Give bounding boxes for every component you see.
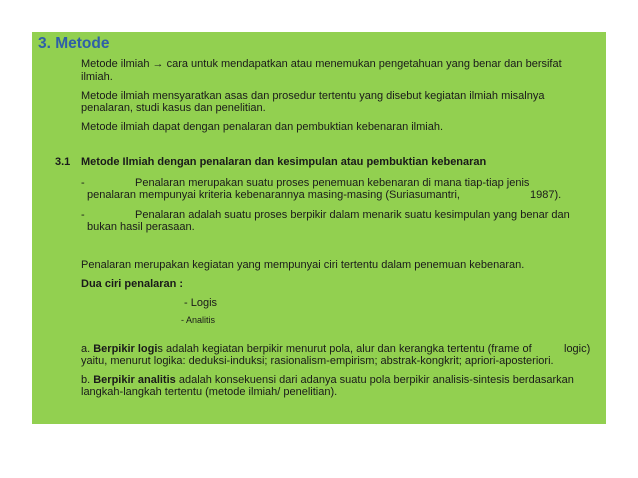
point-a-line-1-end: logic) bbox=[564, 343, 591, 355]
section-heading: Metode Ilmiah dengan penalaran dan kesimpulan atau pembuktian kebenaran bbox=[81, 156, 487, 168]
point-b-line-2: langkah-langkah tertentu (metode ilmiah/ penelitian). bbox=[81, 386, 338, 398]
bullet-2-line-1: Penalaran adalah suatu proses berpikir dalam menarik suatu kesimpulan yang benar dan bbox=[135, 209, 570, 221]
intro-line-1-end: cara untuk mendapatkan atau menemukan pengetahuan yang benar dan bersifat bbox=[163, 58, 562, 70]
intro-line-5: Metode ilmiah dapat dengan penalaran dan pembuktian kebenaran ilmiah. bbox=[81, 121, 444, 133]
bullet-2-dash: - bbox=[81, 209, 85, 221]
intro-line-2: ilmiah. bbox=[81, 71, 113, 83]
bullet-1-dash: - bbox=[81, 177, 85, 189]
slide-title: 3. Metode bbox=[38, 35, 110, 52]
bullet-1-line-2: penalaran mempunyai kriteria kebenarannya masing-masing (Suriasumantri, bbox=[87, 189, 460, 201]
ciri-heading: Dua ciri penalaran : bbox=[81, 278, 184, 290]
intro-line-3: Metode ilmiah mensyaratkan asas dan prosedur tertentu yang disebut kegiatan ilmiah misalnya bbox=[81, 90, 545, 102]
ciri-item-logis: - Logis bbox=[184, 297, 218, 309]
bullet-1-line-1: Penalaran merupakan suatu proses penemuan kebenaran di mana tiap-tiap jenis bbox=[135, 177, 530, 189]
bullet-2-line-2: bukan hasil perasaan. bbox=[87, 221, 195, 233]
paragraph-penalaran: Penalaran merupakan kegiatan yang mempunyai ciri tertentu dalam penemuan kebenaran. bbox=[81, 259, 525, 271]
intro-line-4: penalaran, studi kasus dan penelitian. bbox=[81, 102, 266, 114]
intro-line-1-start: Metode ilmiah bbox=[81, 58, 153, 70]
point-a-bold: Berpikir logi bbox=[93, 343, 158, 355]
point-a-rest: s adalah kegiatan berpikir menurut pola, alur dan kerangka tertentu (frame of bbox=[157, 343, 532, 355]
section-number: 3.1 bbox=[55, 156, 71, 168]
arrow-right-icon: → bbox=[152, 58, 164, 70]
point-b-prefix: b. bbox=[81, 374, 94, 386]
point-a-prefix: a. bbox=[81, 343, 94, 355]
intro-line-1 bbox=[81, 58, 562, 71]
bullet-1-year: 1987). bbox=[530, 189, 562, 201]
point-b-rest: adalah konsekuensi dari adanya suatu pola berpikir analisis-sintesis berdasarkan bbox=[175, 374, 574, 386]
ciri-item-analitis: - Analitis bbox=[181, 315, 216, 325]
point-a-line-2: yaitu, menurut logika: deduksi-induksi; rasionalism-empirism; abstrak-kongkrit; apriori-aposteriori. bbox=[81, 355, 554, 367]
point-b-bold: Berpikir analitis bbox=[93, 374, 176, 386]
